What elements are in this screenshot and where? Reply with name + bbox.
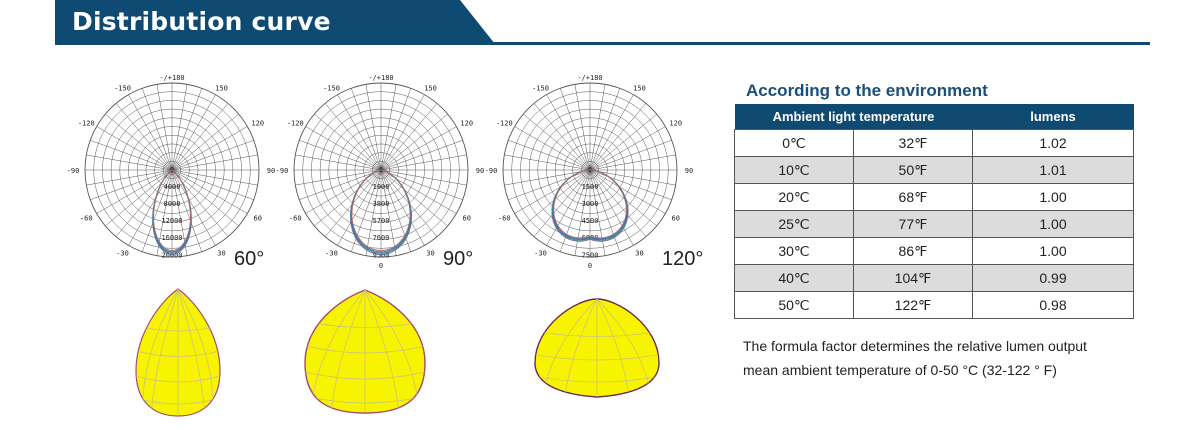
angle-label: -150 (323, 84, 340, 93)
radial-tick-label: 7500 (581, 251, 599, 260)
section-title: Distribution curve (72, 7, 331, 36)
angle-label: 30 (426, 249, 435, 258)
angle-label-bottom-zero: 0 (587, 262, 593, 270)
polar-chart-90 (275, 70, 485, 270)
angle-label: -90 (484, 167, 498, 175)
angle-label-bottom-zero: 0 (378, 262, 384, 270)
angle-label: 60 (253, 214, 262, 223)
table-row (735, 238, 1134, 265)
header-underline (55, 42, 1150, 45)
angle-label: 120 (669, 119, 683, 128)
table-header-row (735, 104, 1134, 130)
angle-label: 90 (475, 167, 485, 175)
radial-tick-label: 7600 (372, 234, 390, 243)
table-row (735, 265, 1134, 292)
angle-label: -30 (534, 249, 547, 258)
header-ambient-temperature: Ambient light temperature (735, 104, 973, 130)
polar-chart-120 (484, 70, 694, 270)
formula-note-line-1: The formula factor determines the relative lumen output (743, 338, 1087, 354)
angle-label: -120 (286, 119, 304, 128)
fahrenheit-cell: 86℉ (854, 238, 973, 265)
beam-angle-label-60: 60° (234, 248, 265, 270)
angle-label: 90 (684, 167, 694, 175)
radial-tick-label: 4000 (163, 183, 181, 192)
angle-label: 150 (215, 84, 228, 93)
angle-label: -120 (77, 119, 95, 128)
angle-label: 30 (635, 249, 644, 258)
angle-label: -150 (114, 84, 131, 93)
lumens-cell: 1.01 (973, 157, 1134, 184)
table-row (735, 157, 1134, 184)
angle-label-180: -/+180 (368, 74, 394, 82)
lumens-cell: 0.98 (973, 292, 1134, 319)
radial-tick-label: 8000 (163, 200, 181, 209)
celsius-cell: 40℃ (735, 265, 854, 292)
lumens-table (734, 104, 1134, 319)
formula-note-line-2: mean ambient temperature of 0-50 °C (32-122 ° F) (743, 362, 1057, 378)
fahrenheit-cell: 50℉ (854, 157, 973, 184)
angle-label: -30 (325, 249, 338, 258)
celsius-cell: 0℃ (735, 130, 854, 157)
celsius-cell: 25℃ (735, 211, 854, 238)
fahrenheit-cell: 68℉ (854, 184, 973, 211)
radial-tick-label: 3800 (372, 200, 390, 209)
table-row (735, 292, 1134, 319)
angle-label: -60 (497, 214, 511, 223)
lumens-cell: 1.02 (973, 130, 1134, 157)
beam-angle-label-120: 120° (662, 248, 704, 270)
angle-label-180: -/+180 (159, 74, 185, 82)
angle-label: -90 (275, 167, 289, 175)
table-title: According to the environment (746, 81, 988, 100)
section-header (0, 0, 1200, 46)
angle-label: -60 (288, 214, 302, 223)
center-zero-label: 0 (169, 166, 175, 174)
angle-label: -30 (116, 249, 129, 258)
radial-tick-label: 12000 (161, 217, 183, 226)
beam-angle-label-90: 90° (443, 248, 474, 270)
radial-tick-label: 16000 (161, 234, 183, 243)
table-row (735, 211, 1134, 238)
angle-label: 90 (266, 167, 276, 175)
fahrenheit-cell: 104℉ (854, 265, 973, 292)
radial-tick-label: 3000 (581, 200, 599, 209)
radial-tick-label: 5700 (372, 217, 390, 226)
header-lumens: lumens (973, 104, 1134, 130)
angle-label: 150 (633, 84, 646, 93)
radial-tick-label: 1500 (581, 183, 599, 192)
radial-tick-label: 6000 (581, 234, 599, 243)
angle-label: -60 (79, 214, 93, 223)
lumens-cell: 1.00 (973, 211, 1134, 238)
light-solid-90 (301, 285, 429, 420)
center-zero-label: 0 (378, 166, 384, 174)
lumens-cell: 0.99 (973, 265, 1134, 292)
angle-label: 30 (217, 249, 226, 258)
celsius-cell: 30℃ (735, 238, 854, 265)
light-solid-120 (527, 285, 667, 405)
formula-note (743, 334, 1087, 382)
fahrenheit-cell: 122℉ (854, 292, 973, 319)
polar-chart-60 (66, 70, 276, 270)
angle-label-180: -/+180 (577, 74, 603, 82)
angle-label: 150 (424, 84, 437, 93)
radial-tick-label: 9500 (372, 251, 390, 260)
radial-tick-label: 20000 (161, 251, 183, 260)
angle-label: -150 (532, 84, 549, 93)
angle-label: 60 (462, 214, 471, 223)
angle-label: -120 (495, 119, 513, 128)
light-solid-60 (133, 285, 223, 420)
center-zero-label: 0 (587, 166, 593, 174)
fahrenheit-cell: 32℉ (854, 130, 973, 157)
lumens-cell: 1.00 (973, 238, 1134, 265)
table-row (735, 184, 1134, 211)
lumens-cell: 1.00 (973, 184, 1134, 211)
angle-label: -90 (66, 167, 80, 175)
radial-tick-label: 1900 (372, 183, 390, 192)
angle-label: 60 (671, 214, 680, 223)
radial-tick-label: 4500 (581, 217, 599, 226)
celsius-cell: 10℃ (735, 157, 854, 184)
celsius-cell: 50℃ (735, 292, 854, 319)
table-row (735, 130, 1134, 157)
celsius-cell: 20℃ (735, 184, 854, 211)
angle-label: 120 (460, 119, 474, 128)
angle-label: 120 (251, 119, 265, 128)
fahrenheit-cell: 77℉ (854, 211, 973, 238)
